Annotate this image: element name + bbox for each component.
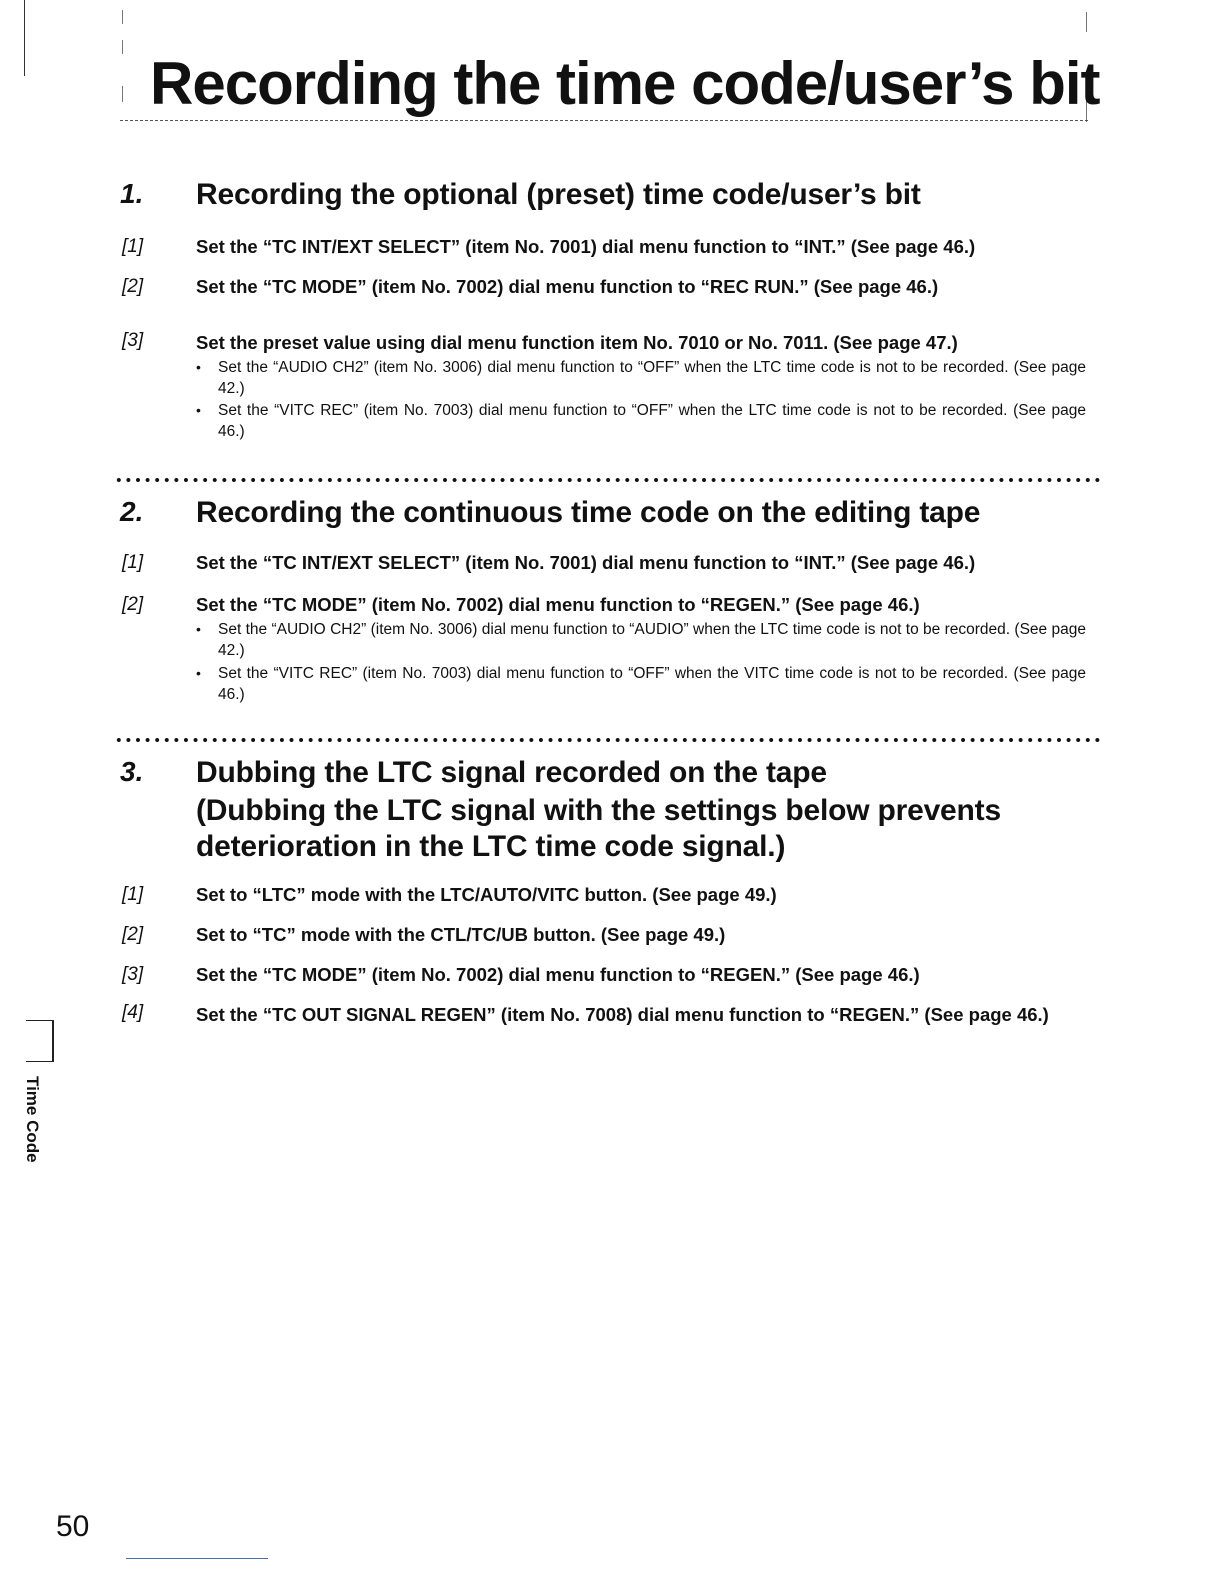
step-text: Set to “LTC” mode with the LTC/AUTO/VITC button. (See page 49.) (196, 884, 777, 905)
step-label: [4] (122, 1002, 144, 1023)
title-rule-tick (122, 86, 123, 102)
section-3-number: 3. (120, 756, 144, 787)
step-label: [1] (122, 884, 144, 905)
title-rule (120, 120, 1088, 121)
step-label: [2] (122, 594, 144, 615)
step-text: Set the “TC INT/EXT SELECT” (item No. 7001) dial menu function to “INT.” (See page 46.) (196, 236, 976, 257)
section-2-number: 2. (120, 496, 144, 527)
section-divider (114, 477, 1100, 483)
section-3-title-line-2: (Dubbing the LTC signal with the settings below prevents (196, 794, 1001, 827)
note-bullet: • Set the “VITC REC” (item No. 7003) dial menu function to “OFF” when the VITC time code is not to be recorded. (See page 46.) (218, 663, 1086, 705)
section-3-title-line-1: Dubbing the LTC signal recorded on the tape (196, 756, 827, 789)
page-title: Recording the time code/user’s bit (150, 50, 1100, 117)
step-text: Set to “TC” mode with the CTL/TC/UB button. (See page 49.) (196, 924, 726, 945)
step-label: [3] (122, 964, 144, 985)
step-text: Set the “TC INT/EXT SELECT” (item No. 7001) dial menu function to “INT.” (See page 46.) (196, 552, 976, 573)
step-text: Set the “TC OUT SIGNAL REGEN” (item No. 7008) dial menu function to “REGEN.” (See page 46.) (196, 1004, 1049, 1025)
side-tab-bracket (26, 1020, 54, 1062)
title-rule-tick (122, 10, 123, 24)
title-rule-tick (1086, 12, 1087, 32)
side-tab-label: Time Code (23, 1076, 42, 1163)
title-rule-tick (122, 40, 123, 54)
footer-rule (126, 1558, 268, 1559)
side-tab (22, 1076, 46, 1186)
margin-line (24, 0, 25, 76)
note-bullet: • Set the “AUDIO CH2” (item No. 3006) dial menu function to “OFF” when the LTC time code is not to be recorded. (See page 42.) (218, 357, 1086, 399)
step-label: [1] (122, 236, 144, 257)
page-number: 50 (56, 1510, 90, 1543)
note-bullet: • Set the “VITC REC” (item No. 7003) dial menu function to “OFF” when the LTC time code is not to be recorded. (See page 46.) (218, 400, 1086, 442)
step-label: [1] (122, 552, 144, 573)
note-bullet: • Set the “AUDIO CH2” (item No. 3006) dial menu function to “AUDIO” when the LTC time code is not to be recorded. (See page 42.) (218, 619, 1086, 661)
step-text: Set the preset value using dial menu function item No. 7010 or No. 7011. (See page 47.) (196, 332, 958, 353)
step-label: [2] (122, 276, 144, 297)
step-label: [3] (122, 330, 144, 351)
step-text: Set the “TC MODE” (item No. 7002) dial menu function to “REGEN.” (See page 46.) (196, 594, 920, 615)
step-text: Set the “TC MODE” (item No. 7002) dial menu function to “REGEN.” (See page 46.) (196, 964, 920, 985)
section-1-title: Recording the optional (preset) time code/user’s bit (196, 178, 921, 211)
section-1-number: 1. (120, 178, 144, 209)
step-label: [2] (122, 924, 144, 945)
step-text: Set the “TC MODE” (item No. 7002) dial menu function to “REC RUN.” (See page 46.) (196, 276, 939, 297)
section-2-title: Recording the continuous time code on the editing tape (196, 496, 981, 529)
section-3-title-line-3: deterioration in the LTC time code signal.) (196, 830, 786, 863)
section-divider (114, 737, 1100, 743)
